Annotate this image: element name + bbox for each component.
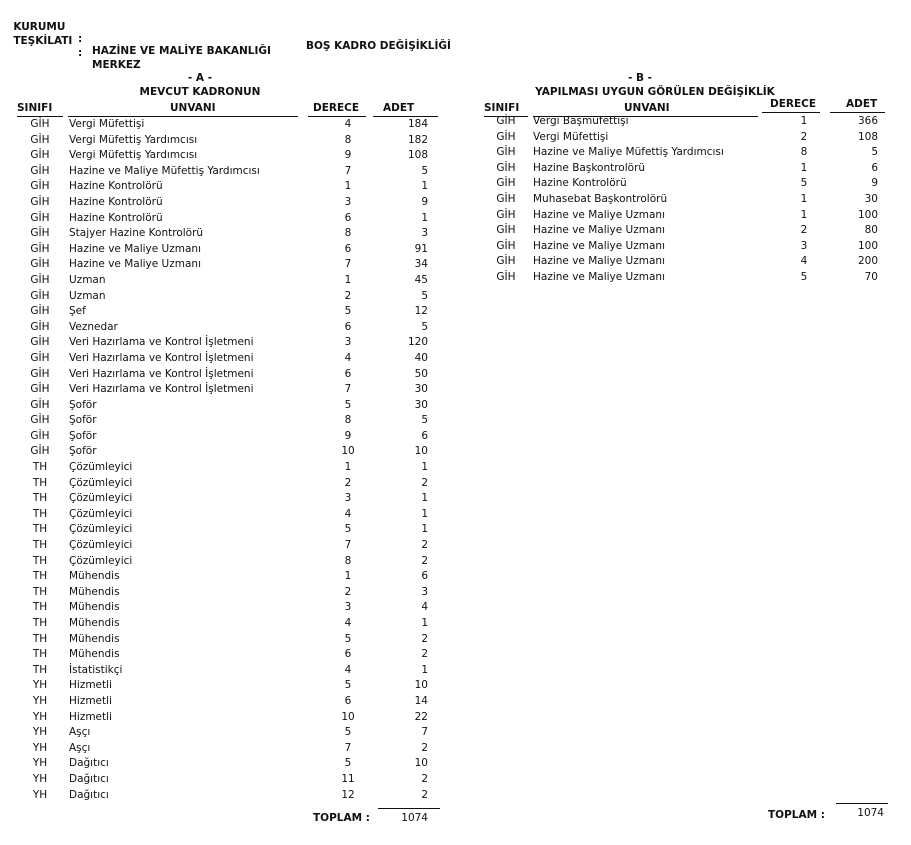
row-unvan: Hazine Başkontrolörü xyxy=(533,161,646,174)
section-a-col-derece: DERECE xyxy=(313,102,360,114)
row-adet: 1 xyxy=(421,663,428,676)
row-unvan: Aşçı xyxy=(69,741,91,754)
table-row xyxy=(0,491,450,507)
row-derece: 6 xyxy=(344,211,352,224)
row-sinif: GİH xyxy=(496,270,516,283)
kurum-label: KURUMU xyxy=(13,21,66,33)
row-sinif: GİH xyxy=(496,255,516,268)
row-unvan: Uzman xyxy=(69,273,106,286)
row-adet: 200 xyxy=(857,255,878,268)
table-row xyxy=(0,382,450,398)
section-b-total-label: TOPLAM : xyxy=(768,809,825,821)
row-unvan: Hazine ve Maliye Uzmanı xyxy=(69,258,201,271)
row-sinif: GİH xyxy=(496,177,516,190)
row-unvan: Şoför xyxy=(69,445,97,458)
section-b-total-value: 1074 xyxy=(857,807,884,819)
row-adet: 2 xyxy=(421,648,428,661)
row-derece: 1 xyxy=(344,180,352,193)
row-derece: 6 xyxy=(344,320,352,333)
row-adet: 2 xyxy=(421,788,428,801)
row-unvan: Hazine ve Maliye Uzmanı xyxy=(533,224,665,237)
section-b-derece-underline xyxy=(762,112,820,113)
row-sinif: GİH xyxy=(30,398,50,411)
row-adet: 10 xyxy=(414,445,428,458)
table-row xyxy=(0,772,450,788)
table-row xyxy=(0,367,450,383)
row-derece: 9 xyxy=(344,149,352,162)
row-unvan: Çözümleyici xyxy=(69,523,133,536)
section-b-col-adet: ADET xyxy=(846,98,878,110)
row-sinif: TH xyxy=(32,507,48,520)
row-sinif: YH xyxy=(32,694,48,707)
table-row xyxy=(0,130,911,146)
row-unvan: Vergi Müfettişi xyxy=(533,130,609,143)
table-row xyxy=(0,632,450,648)
row-sinif: TH xyxy=(32,585,48,598)
table-row xyxy=(0,756,450,772)
row-sinif: GİH xyxy=(30,227,50,240)
row-derece: 2 xyxy=(344,476,352,489)
section-b-marker: - B - xyxy=(627,72,653,84)
row-derece: 5 xyxy=(344,523,352,536)
row-unvan: Hazine ve Maliye Uzmanı xyxy=(533,270,665,283)
row-unvan: Hazine ve Maliye Müfettiş Yardımcısı xyxy=(69,164,260,177)
row-derece: 1 xyxy=(344,570,352,583)
row-adet: 50 xyxy=(414,367,428,380)
row-adet: 1 xyxy=(421,180,428,193)
table-row xyxy=(0,600,450,616)
row-derece: 7 xyxy=(344,258,352,271)
teskilat-colon: : xyxy=(78,47,83,59)
row-derece: 5 xyxy=(344,632,352,645)
row-unvan: Çözümleyici xyxy=(69,507,133,520)
section-a-total-rule xyxy=(378,808,440,809)
row-derece: 2 xyxy=(344,585,352,598)
table-row xyxy=(0,538,450,554)
row-adet: 80 xyxy=(864,224,878,237)
row-adet: 366 xyxy=(857,115,878,127)
row-unvan: Mühendis xyxy=(69,601,120,614)
row-adet: 6 xyxy=(421,429,428,442)
row-adet: 184 xyxy=(407,118,428,130)
row-derece: 7 xyxy=(344,164,352,177)
row-derece: 3 xyxy=(344,336,352,349)
row-sinif: GİH xyxy=(30,414,50,427)
row-derece: 1 xyxy=(800,192,808,205)
row-derece: 6 xyxy=(344,242,352,255)
row-sinif: GİH xyxy=(30,367,50,380)
row-sinif: GİH xyxy=(30,118,50,130)
row-adet: 2 xyxy=(421,741,428,754)
row-sinif: GİH xyxy=(30,351,50,364)
row-derece: 2 xyxy=(800,224,808,237)
row-adet: 1 xyxy=(421,211,428,224)
row-sinif: GİH xyxy=(496,146,516,159)
table-row xyxy=(0,289,450,305)
row-sinif: GİH xyxy=(30,211,50,224)
row-sinif: GİH xyxy=(30,320,50,333)
row-unvan: Şef xyxy=(69,305,86,318)
teskilat-label: TEŞKİLATI xyxy=(13,35,73,47)
row-derece: 6 xyxy=(344,648,352,661)
row-sinif: GİH xyxy=(30,445,50,458)
row-unvan: Çözümleyici xyxy=(69,492,133,505)
table-row xyxy=(0,522,450,538)
row-sinif: TH xyxy=(32,554,48,567)
row-adet: 6 xyxy=(421,570,428,583)
row-unvan: Çözümleyici xyxy=(69,539,133,552)
row-adet: 1 xyxy=(421,492,428,505)
row-derece: 8 xyxy=(800,146,808,159)
row-adet: 1 xyxy=(421,523,428,536)
table-row xyxy=(0,725,450,741)
row-unvan: Çözümleyici xyxy=(69,554,133,567)
row-unvan: Vergi Müfettiş Yardımcısı xyxy=(69,133,198,146)
row-adet: 5 xyxy=(421,414,428,427)
row-adet: 3 xyxy=(421,585,428,598)
table-row xyxy=(0,239,911,255)
row-derece: 2 xyxy=(344,289,352,302)
row-derece: 1 xyxy=(800,115,808,127)
section-a-total-value: 1074 xyxy=(401,812,428,824)
table-row xyxy=(0,398,450,414)
kurum-colon: : xyxy=(78,33,83,45)
row-adet: 108 xyxy=(857,130,878,143)
row-unvan: Çözümleyici xyxy=(69,476,133,489)
row-unvan: Şoför xyxy=(69,398,97,411)
row-unvan: Mühendis xyxy=(69,585,120,598)
row-derece: 10 xyxy=(341,710,355,723)
row-sinif: GİH xyxy=(30,289,50,302)
row-sinif: TH xyxy=(32,648,48,661)
row-unvan: Şoför xyxy=(69,414,97,427)
row-sinif: GİH xyxy=(30,336,50,349)
table-row xyxy=(0,647,450,663)
row-derece: 5 xyxy=(344,679,352,692)
row-derece: 5 xyxy=(344,757,352,770)
table-row xyxy=(0,710,450,726)
row-unvan: Vergi Müfettişi xyxy=(69,118,145,130)
row-derece: 1 xyxy=(344,273,352,286)
row-derece: 7 xyxy=(344,539,352,552)
row-sinif: TH xyxy=(32,663,48,676)
row-sinif: GİH xyxy=(30,164,50,177)
row-derece: 4 xyxy=(344,118,352,130)
row-adet: 2 xyxy=(421,554,428,567)
document-title: BOŞ KADRO DEĞİŞİKLİĞİ xyxy=(306,40,451,52)
row-adet: 2 xyxy=(421,476,428,489)
row-derece: 1 xyxy=(800,161,808,174)
row-unvan: Şoför xyxy=(69,429,97,442)
row-adet: 5 xyxy=(871,146,878,159)
row-sinif: GİH xyxy=(30,149,50,162)
row-sinif: YH xyxy=(32,788,48,801)
row-unvan: Vergi Müfettiş Yardımcısı xyxy=(69,149,198,162)
row-adet: 3 xyxy=(421,227,428,240)
section-b-heading: YAPILMASI UYGUN GÖRÜLEN DEĞİŞİKLİK xyxy=(535,86,775,98)
row-unvan: Vergi Başmüfettişi xyxy=(533,115,629,127)
table-row xyxy=(0,788,450,804)
row-adet: 9 xyxy=(871,177,878,190)
row-derece: 9 xyxy=(344,429,352,442)
row-unvan: Veri Hazırlama ve Kontrol İşletmeni xyxy=(69,367,254,380)
teskilat-value: MERKEZ xyxy=(92,59,141,71)
row-unvan: Veznedar xyxy=(69,320,118,333)
row-sinif: GİH xyxy=(30,133,50,146)
row-derece: 10 xyxy=(341,445,355,458)
teskilat-line xyxy=(6,23,141,71)
table-row xyxy=(0,694,450,710)
row-unvan: Dağıtıcı xyxy=(69,788,109,801)
row-sinif: YH xyxy=(32,741,48,754)
row-unvan: Veri Hazırlama ve Kontrol İşletmeni xyxy=(69,336,254,349)
section-a-heading: MEVCUT KADRONUN xyxy=(139,86,261,98)
row-adet: 30 xyxy=(864,192,878,205)
row-derece: 8 xyxy=(344,414,352,427)
row-adet: 7 xyxy=(421,726,428,739)
table-row xyxy=(0,335,450,351)
row-derece: 7 xyxy=(344,741,352,754)
kurum-value: HAZİNE VE MALİYE BAKANLIĞI xyxy=(92,45,271,57)
row-unvan: Dağıtıcı xyxy=(69,757,109,770)
row-adet: 70 xyxy=(864,270,878,283)
row-unvan: Mühendis xyxy=(69,648,120,661)
row-derece: 5 xyxy=(344,398,352,411)
table-row xyxy=(0,678,450,694)
row-unvan: Stajyer Hazine Kontrolörü xyxy=(69,227,204,240)
table-row xyxy=(0,585,450,601)
row-sinif: TH xyxy=(32,492,48,505)
row-unvan: Veri Hazırlama ve Kontrol İşletmeni xyxy=(69,351,254,364)
table-row xyxy=(0,176,911,192)
row-sinif: YH xyxy=(32,726,48,739)
row-unvan: Hazine ve Maliye Uzmanı xyxy=(69,242,201,255)
table-row xyxy=(0,351,450,367)
row-sinif: GİH xyxy=(496,208,516,221)
row-unvan: Hazine ve Maliye Müfettiş Yardımcısı xyxy=(533,146,724,159)
row-sinif: GİH xyxy=(30,305,50,318)
row-adet: 1 xyxy=(421,507,428,520)
row-derece: 5 xyxy=(344,726,352,739)
row-sinif: GİH xyxy=(30,242,50,255)
row-unvan: Mühendis xyxy=(69,617,120,629)
table-row xyxy=(0,223,911,239)
row-derece: 8 xyxy=(344,554,352,567)
section-b-total-rule xyxy=(836,803,888,804)
row-adet: 30 xyxy=(414,383,428,396)
row-adet: 5 xyxy=(421,289,428,302)
table-row xyxy=(0,507,450,523)
table-row xyxy=(0,192,911,208)
row-adet: 45 xyxy=(414,273,428,286)
section-a-col-adet: ADET xyxy=(383,102,415,114)
row-derece: 6 xyxy=(344,367,352,380)
row-sinif: GİH xyxy=(30,429,50,442)
row-unvan: Mühendis xyxy=(69,632,120,645)
table-row xyxy=(0,663,450,679)
row-unvan: Hazine Kontrolörü xyxy=(69,180,163,193)
table-row xyxy=(0,320,450,336)
row-unvan: Muhasebat Başkontrolörü xyxy=(533,192,668,205)
section-a-col-sinif: SINIFI xyxy=(17,102,53,114)
row-adet: 100 xyxy=(857,239,878,252)
row-adet: 4 xyxy=(421,601,428,614)
row-adet: 9 xyxy=(421,195,428,208)
row-adet: 91 xyxy=(414,242,428,255)
row-sinif: TH xyxy=(32,601,48,614)
row-unvan: İstatistikçi xyxy=(69,663,123,676)
row-sinif: TH xyxy=(32,617,48,629)
row-unvan: Veri Hazırlama ve Kontrol İşletmeni xyxy=(69,383,254,396)
table-row xyxy=(0,444,450,460)
row-unvan: Çözümleyici xyxy=(69,461,133,474)
row-unvan: Hizmetli xyxy=(69,710,112,723)
row-adet: 30 xyxy=(414,398,428,411)
row-adet: 10 xyxy=(414,757,428,770)
row-derece: 7 xyxy=(344,383,352,396)
row-adet: 1 xyxy=(421,461,428,474)
row-adet: 2 xyxy=(421,632,428,645)
row-sinif: GİH xyxy=(30,383,50,396)
table-row xyxy=(0,145,911,161)
row-sinif: GİH xyxy=(496,192,516,205)
row-unvan: Hizmetli xyxy=(69,679,112,692)
section-b-table xyxy=(0,114,911,286)
row-unvan: Hazine Kontrolörü xyxy=(69,211,163,224)
row-adet: 5 xyxy=(421,320,428,333)
row-sinif: GİH xyxy=(30,273,50,286)
table-row xyxy=(0,270,911,286)
row-derece: 3 xyxy=(344,601,352,614)
row-adet: 2 xyxy=(421,539,428,552)
section-b-adet-underline xyxy=(830,112,885,113)
row-sinif: GİH xyxy=(30,180,50,193)
row-adet: 5 xyxy=(421,164,428,177)
row-adet: 1 xyxy=(421,617,428,629)
table-row xyxy=(0,208,911,224)
row-adet: 12 xyxy=(414,305,428,318)
row-unvan: Hazine Kontrolörü xyxy=(69,195,163,208)
table-row xyxy=(0,569,450,585)
row-unvan: Dağıtıcı xyxy=(69,772,109,785)
row-sinif: YH xyxy=(32,679,48,692)
table-row xyxy=(0,304,450,320)
row-derece: 3 xyxy=(344,195,352,208)
row-adet: 40 xyxy=(414,351,428,364)
row-sinif: YH xyxy=(32,710,48,723)
row-adet: 22 xyxy=(414,710,428,723)
table-row xyxy=(0,114,911,130)
section-b-col-sinif: SINIFI xyxy=(484,102,520,114)
table-row xyxy=(0,413,450,429)
section-b-col-derece: DERECE xyxy=(770,98,817,110)
row-unvan: Mühendis xyxy=(69,570,120,583)
row-sinif: GİH xyxy=(496,239,516,252)
row-derece: 8 xyxy=(344,133,352,146)
row-sinif: GİH xyxy=(496,130,516,143)
row-unvan: Hazine ve Maliye Uzmanı xyxy=(533,255,665,268)
section-b-col-unvan: UNVANI xyxy=(624,102,670,114)
row-unvan: Hazine Kontrolörü xyxy=(533,177,627,190)
row-derece: 8 xyxy=(344,227,352,240)
row-derece: 4 xyxy=(800,255,808,268)
row-derece: 3 xyxy=(344,492,352,505)
row-sinif: GİH xyxy=(30,195,50,208)
row-adet: 108 xyxy=(407,149,428,162)
row-adet: 14 xyxy=(414,694,428,707)
row-derece: 5 xyxy=(800,177,808,190)
row-derece: 1 xyxy=(344,461,352,474)
row-derece: 6 xyxy=(344,694,352,707)
row-adet: 34 xyxy=(414,258,428,271)
row-sinif: TH xyxy=(32,461,48,474)
row-derece: 5 xyxy=(800,270,808,283)
row-adet: 120 xyxy=(407,336,428,349)
row-unvan: Hazine ve Maliye Uzmanı xyxy=(533,239,665,252)
table-row xyxy=(0,460,450,476)
row-derece: 2 xyxy=(800,130,808,143)
table-row xyxy=(0,429,450,445)
row-adet: 182 xyxy=(407,133,428,146)
table-row xyxy=(0,476,450,492)
row-derece: 12 xyxy=(341,788,355,801)
row-unvan: Hazine ve Maliye Uzmanı xyxy=(533,208,665,221)
table-row xyxy=(0,554,450,570)
table-row xyxy=(0,254,911,270)
row-derece: 11 xyxy=(341,772,355,785)
row-derece: 1 xyxy=(800,208,808,221)
section-a-marker: - A - xyxy=(187,72,213,84)
table-row xyxy=(0,161,911,177)
row-sinif: TH xyxy=(32,570,48,583)
section-a-col-unvan: UNVANI xyxy=(170,102,216,114)
row-adet: 10 xyxy=(414,679,428,692)
row-sinif: GİH xyxy=(30,258,50,271)
table-row xyxy=(0,741,450,757)
row-sinif: GİH xyxy=(496,161,516,174)
row-adet: 2 xyxy=(421,772,428,785)
section-a-total-label: TOPLAM : xyxy=(313,812,370,824)
row-adet: 100 xyxy=(857,208,878,221)
table-row xyxy=(0,616,450,632)
row-derece: 4 xyxy=(344,351,352,364)
row-sinif: YH xyxy=(32,757,48,770)
row-sinif: TH xyxy=(32,523,48,536)
row-sinif: TH xyxy=(32,632,48,645)
row-sinif: TH xyxy=(32,539,48,552)
row-derece: 4 xyxy=(344,507,352,520)
row-adet: 6 xyxy=(871,161,878,174)
row-derece: 4 xyxy=(344,663,352,676)
row-sinif: TH xyxy=(32,476,48,489)
row-derece: 4 xyxy=(344,617,352,629)
row-unvan: Hizmetli xyxy=(69,694,112,707)
row-unvan: Uzman xyxy=(69,289,106,302)
row-sinif: GİH xyxy=(496,224,516,237)
row-unvan: Aşçı xyxy=(69,726,91,739)
row-sinif: GİH xyxy=(496,115,516,127)
row-derece: 5 xyxy=(344,305,352,318)
row-sinif: YH xyxy=(32,772,48,785)
row-derece: 3 xyxy=(800,239,808,252)
